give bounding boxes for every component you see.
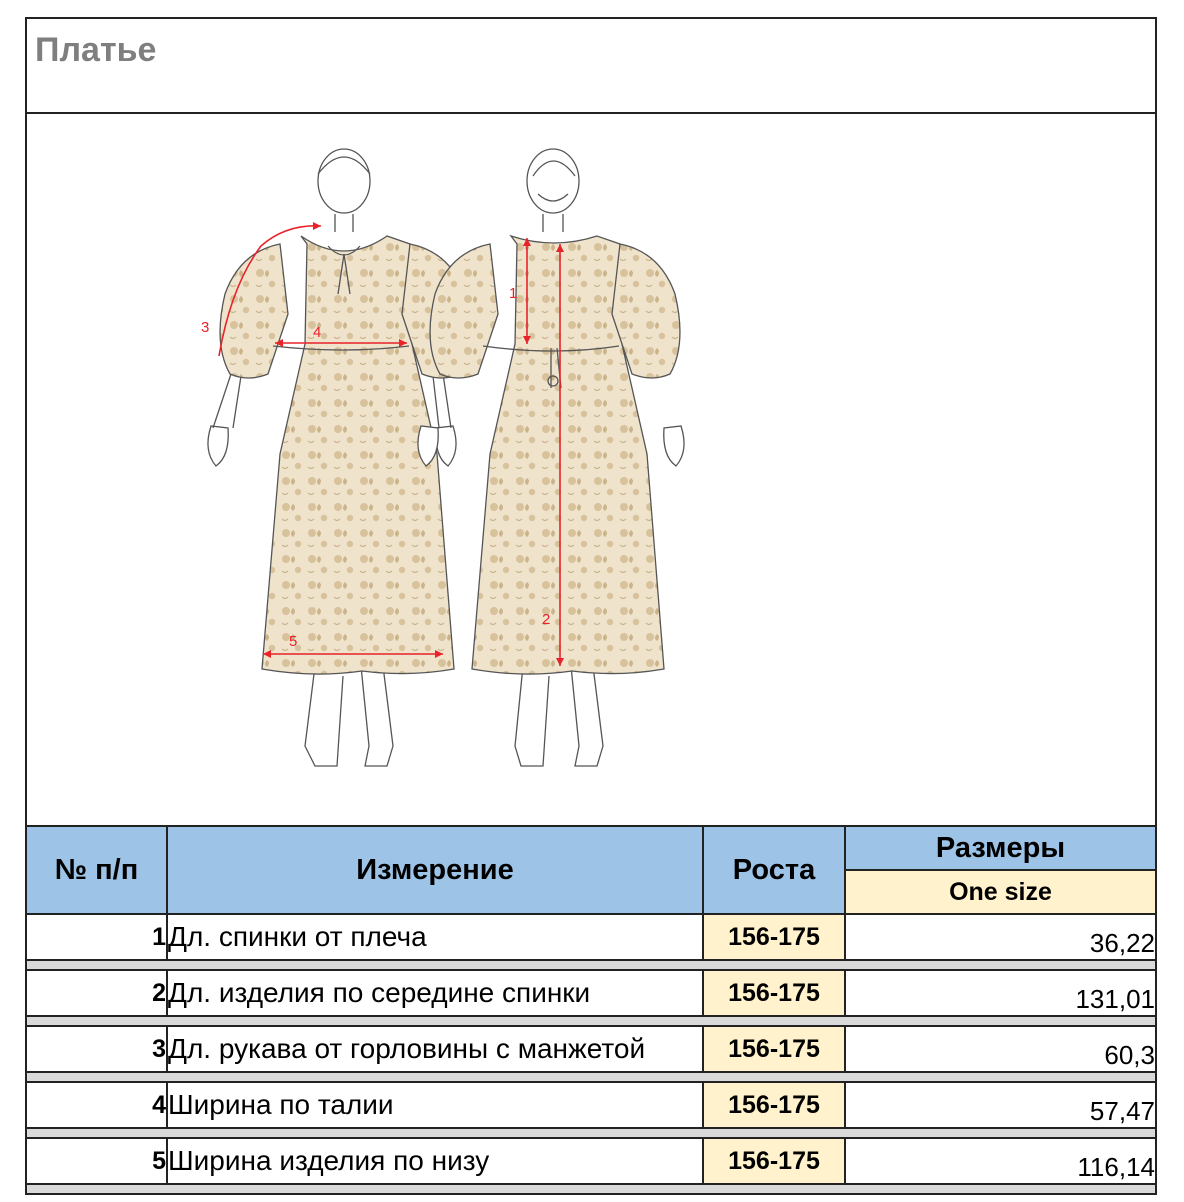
row-value: 60,3: [845, 1026, 1156, 1072]
row-separator: [26, 1184, 1156, 1194]
row-value: 36,22: [845, 914, 1156, 960]
row-separator: [26, 1128, 1156, 1138]
row-separator: [26, 1072, 1156, 1082]
row-measurement: Ширина по талии: [167, 1082, 703, 1128]
row-measurement: Дл. рукава от горловины с манжетой: [167, 1026, 703, 1072]
row-height: 156-175: [703, 914, 845, 960]
row-measurement: Ширина изделия по низу: [167, 1138, 703, 1184]
dress-sketch: [123, 136, 743, 786]
marker-2: 2: [542, 611, 551, 628]
row-value: 131,01: [845, 970, 1156, 1016]
marker-3: 3: [201, 319, 210, 336]
table-row: [26, 914, 1156, 960]
row-height: 156-175: [703, 1026, 845, 1072]
row-height: 156-175: [703, 970, 845, 1016]
header-measurement: Измерение: [167, 826, 703, 914]
marker-4: 4: [313, 324, 322, 341]
row-number: 5: [26, 1138, 167, 1184]
marker-1: 1: [509, 285, 518, 302]
header-sizes: Размеры: [845, 826, 1156, 870]
row-separator: [26, 960, 1156, 970]
row-measurement: Дл. изделия по середине спинки: [167, 970, 703, 1016]
row-number: 3: [26, 1026, 167, 1072]
header-number: № п/п: [26, 826, 167, 914]
row-number: 4: [26, 1082, 167, 1128]
row-number: 2: [26, 970, 167, 1016]
sketch-section: [25, 112, 1157, 827]
back-view: [418, 149, 684, 766]
row-value: 57,47: [845, 1082, 1156, 1128]
table-row: [26, 1082, 1156, 1128]
header-height: Роста: [703, 826, 845, 914]
table-row: [26, 970, 1156, 1016]
spec-sheet: [25, 17, 1155, 1189]
row-separator: [26, 1016, 1156, 1026]
header-size-one: One size: [845, 870, 1156, 914]
row-height: 156-175: [703, 1082, 845, 1128]
row-number: 1: [26, 914, 167, 960]
page-title: Платье: [35, 31, 157, 69]
table-row: [26, 1138, 1156, 1184]
row-height: 156-175: [703, 1138, 845, 1184]
row-measurement: Дл. спинки от плеча: [167, 914, 703, 960]
title-section: [25, 17, 1157, 114]
table-row: [26, 1026, 1156, 1072]
row-value: 116,14: [845, 1138, 1156, 1184]
marker-5: 5: [289, 633, 298, 650]
measurement-table: [25, 825, 1157, 1195]
